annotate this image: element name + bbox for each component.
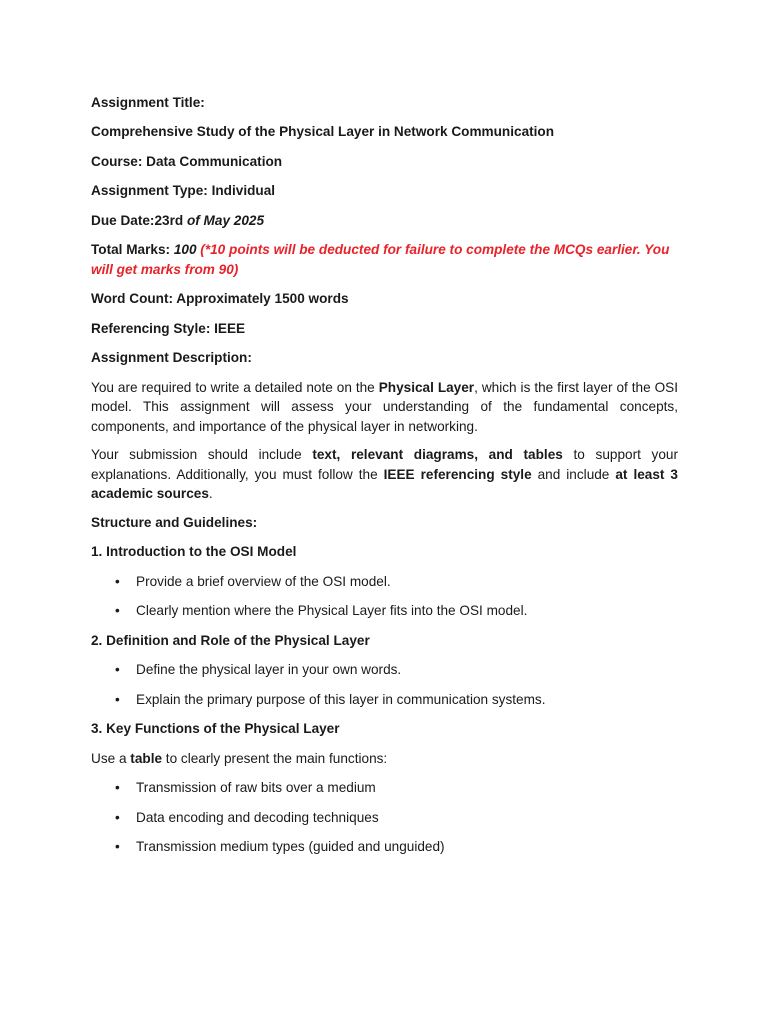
- section-2-list: [91, 660, 678, 709]
- list-item: • Data encoding and decoding techniques: [91, 808, 678, 828]
- assignment-title-label: Assignment Title:: [91, 95, 205, 110]
- desc1-text-1: You are required to write a detailed note on the: [91, 379, 379, 395]
- document-body: [91, 93, 678, 857]
- list-item: • Explain the primary purpose of this layer in communication systems.: [91, 690, 678, 710]
- section-1-list: [91, 572, 678, 621]
- desc2-text-2: to support your explanations. Additionally, you must follow the: [91, 447, 678, 482]
- section-2-heading: 2. Definition and Role of the Physical Layer: [91, 632, 370, 648]
- section-3-intro-bold: table: [130, 750, 163, 766]
- description-paragraph-2: [91, 445, 678, 504]
- desc2-bold-3: at least 3 academic sources: [91, 466, 678, 501]
- section-3-intro-text-2: to clearly present the main functions:: [162, 750, 388, 766]
- due-date-value: of May 2025: [183, 212, 265, 228]
- desc2-text-4: .: [208, 486, 213, 501]
- referencing-style-line: Referencing Style: IEEE: [91, 320, 246, 336]
- total-marks-value: 100: [173, 242, 197, 257]
- list-item: • Provide a brief overview of the OSI model.: [91, 572, 678, 592]
- section-3-list: [91, 778, 678, 857]
- assignment-type-line: Assignment Type: Individual: [91, 183, 276, 198]
- desc1-text-2: , which is the first layer of the OSI model. This assignment will assess your understanding of the fundamental concepts, components, and importance of the physical layer in networking.: [91, 379, 679, 434]
- desc2-bold-1: text, relevant diagrams, and tables: [312, 447, 563, 462]
- assignment-title: Comprehensive Study of the Physical Layer in Network Communication: [91, 124, 555, 139]
- section-3-heading: 3. Key Functions of the Physical Layer: [91, 721, 340, 736]
- list-item: • Transmission medium types (guided and unguided): [91, 837, 678, 857]
- section-3-intro-text-1: Use a: [91, 750, 131, 766]
- desc2-text-1: Your submission should include: [91, 447, 313, 462]
- list-item: • Transmission of raw bits over a medium: [91, 778, 678, 798]
- description-paragraph-1: [91, 378, 678, 437]
- list-item: • Define the physical layer in your own words.: [91, 660, 678, 680]
- due-date-label: Due Date:23rd: [91, 212, 184, 228]
- desc2-bold-2: IEEE referencing style: [383, 466, 532, 482]
- total-marks-line: [91, 240, 678, 279]
- structure-heading: Structure and Guidelines:: [91, 514, 258, 530]
- description-heading: Assignment Description:: [91, 350, 252, 365]
- desc1-bold-1: Physical Layer: [378, 379, 475, 395]
- total-marks-note: (*10 points will be deducted for failure to complete the MCQs earlier. You will get marks from 90): [91, 242, 670, 277]
- section-3-intro: [91, 749, 678, 769]
- list-item: • Clearly mention where the Physical Layer fits into the OSI model.: [91, 601, 678, 621]
- total-marks-label: Total Marks:: [91, 242, 174, 257]
- course-line: Course: Data Communication: [91, 153, 283, 169]
- word-count-line: Word Count: Approximately 1500 words: [91, 291, 349, 306]
- section-1-heading: 1. Introduction to the OSI Model: [91, 544, 297, 559]
- due-date-line: [91, 211, 678, 231]
- desc2-text-3: and include: [531, 466, 616, 482]
